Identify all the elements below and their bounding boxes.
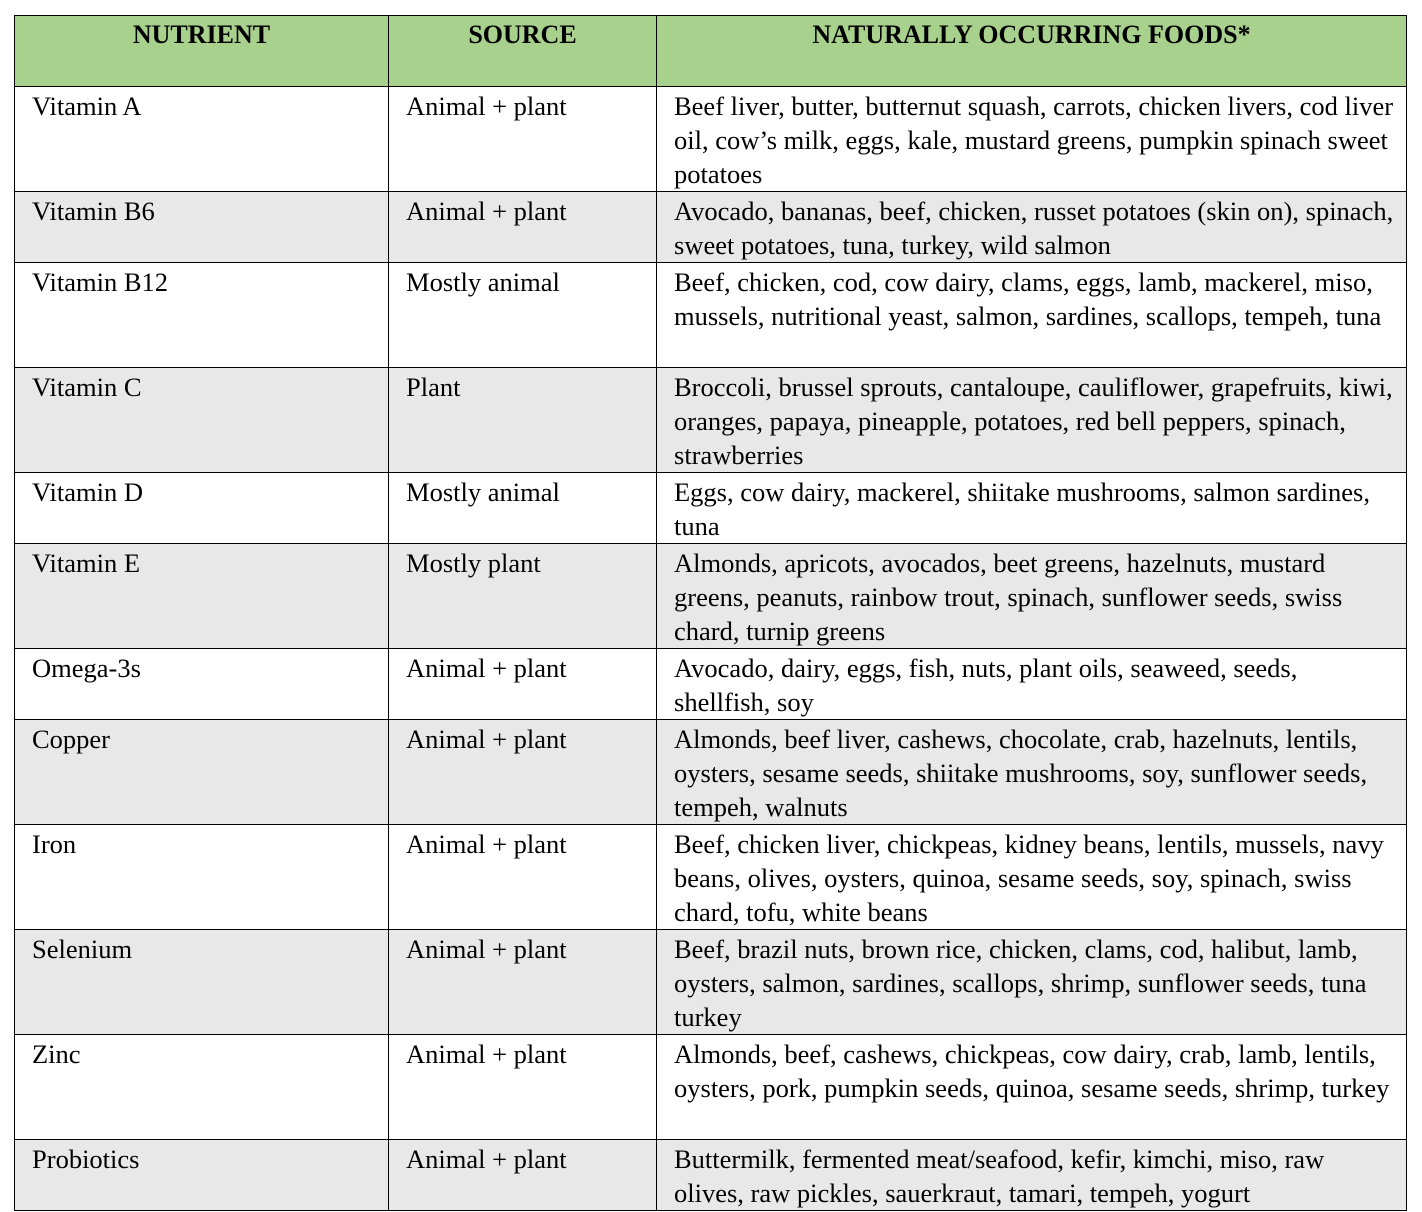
nutrient-cell: Iron — [15, 825, 389, 930]
nutrient-table — [14, 15, 1407, 1211]
foods-cell: Broccoli, brussel sprouts, cantaloupe, cauliflower, grapefruits, kiwi, oranges, papaya, pineapple, potatoes, red bell peppers, spinach, strawberries — [657, 368, 1407, 473]
table-row — [15, 544, 1407, 649]
foods-cell: Beef, chicken, cod, cow dairy, clams, eggs, lamb, mackerel, miso, mussels, nutritional yeast, salmon, sardines, scallops, tempeh, tuna — [657, 263, 1407, 368]
foods-cell: Avocado, dairy, eggs, fish, nuts, plant oils, seaweed, seeds, shellfish, soy — [657, 649, 1407, 720]
table-row — [15, 1035, 1407, 1140]
source-cell: Plant — [389, 368, 657, 473]
header-nutrient: NUTRIENT — [15, 16, 389, 87]
header-source: SOURCE — [389, 16, 657, 87]
header-foods: NATURALLY OCCURRING FOODS* — [657, 16, 1407, 87]
table-row — [15, 1140, 1407, 1211]
foods-cell: Eggs, cow dairy, mackerel, shiitake mushrooms, salmon sardines, tuna — [657, 473, 1407, 544]
table-row — [15, 192, 1407, 263]
source-cell: Mostly animal — [389, 263, 657, 368]
source-cell: Animal + plant — [389, 825, 657, 930]
nutrient-cell: Omega-3s — [15, 649, 389, 720]
source-cell: Animal + plant — [389, 1035, 657, 1140]
table-row — [15, 263, 1407, 368]
table-header — [15, 16, 1407, 87]
foods-cell: Almonds, beef liver, cashews, chocolate, crab, hazelnuts, lentils, oysters, sesame seeds, shiitake mushrooms, soy, sunflower seeds, tempeh, walnuts — [657, 720, 1407, 825]
table-row — [15, 87, 1407, 192]
source-cell: Mostly plant — [389, 544, 657, 649]
nutrient-cell: Vitamin A — [15, 87, 389, 192]
foods-cell: Beef, brazil nuts, brown rice, chicken, clams, cod, halibut, lamb, oysters, salmon, sardines, scallops, shrimp, sunflower seeds, tuna turkey — [657, 930, 1407, 1035]
nutrient-cell: Selenium — [15, 930, 389, 1035]
source-cell: Animal + plant — [389, 1140, 657, 1211]
table-row — [15, 825, 1407, 930]
nutrient-cell: Probiotics — [15, 1140, 389, 1211]
table-row — [15, 368, 1407, 473]
source-cell: Animal + plant — [389, 192, 657, 263]
source-cell: Animal + plant — [389, 649, 657, 720]
nutrient-cell: Zinc — [15, 1035, 389, 1140]
nutrient-cell: Vitamin B12 — [15, 263, 389, 368]
source-cell: Animal + plant — [389, 930, 657, 1035]
source-cell: Animal + plant — [389, 87, 657, 192]
nutrient-cell: Copper — [15, 720, 389, 825]
table-row — [15, 930, 1407, 1035]
foods-cell: Beef liver, butter, butternut squash, carrots, chicken livers, cod liver oil, cow’s milk, eggs, kale, mustard greens, pumpkin spinach sweet potatoes — [657, 87, 1407, 192]
foods-cell: Almonds, beef, cashews, chickpeas, cow dairy, crab, lamb, lentils, oysters, pork, pumpkin seeds, quinoa, sesame seeds, shrimp, turkey — [657, 1035, 1407, 1140]
nutrient-cell: Vitamin D — [15, 473, 389, 544]
table-row — [15, 649, 1407, 720]
table-row — [15, 720, 1407, 825]
nutrient-cell: Vitamin B6 — [15, 192, 389, 263]
table-body — [15, 87, 1407, 1211]
table-row — [15, 473, 1407, 544]
nutrient-cell: Vitamin C — [15, 368, 389, 473]
header-row — [15, 16, 1407, 87]
source-cell: Mostly animal — [389, 473, 657, 544]
foods-cell: Avocado, bananas, beef, chicken, russet potatoes (skin on), spinach, sweet potatoes, tuna, turkey, wild salmon — [657, 192, 1407, 263]
foods-cell: Almonds, apricots, avocados, beet greens, hazelnuts, mustard greens, peanuts, rainbow trout, spinach, sunflower seeds, swiss chard, turnip greens — [657, 544, 1407, 649]
nutrient-cell: Vitamin E — [15, 544, 389, 649]
foods-cell: Buttermilk, fermented meat/seafood, kefir, kimchi, miso, raw olives, raw pickles, sauerkraut, tamari, tempeh, yogurt — [657, 1140, 1407, 1211]
foods-cell: Beef, chicken liver, chickpeas, kidney beans, lentils, mussels, navy beans, olives, oysters, quinoa, sesame seeds, soy, spinach, swiss chard, tofu, white beans — [657, 825, 1407, 930]
source-cell: Animal + plant — [389, 720, 657, 825]
